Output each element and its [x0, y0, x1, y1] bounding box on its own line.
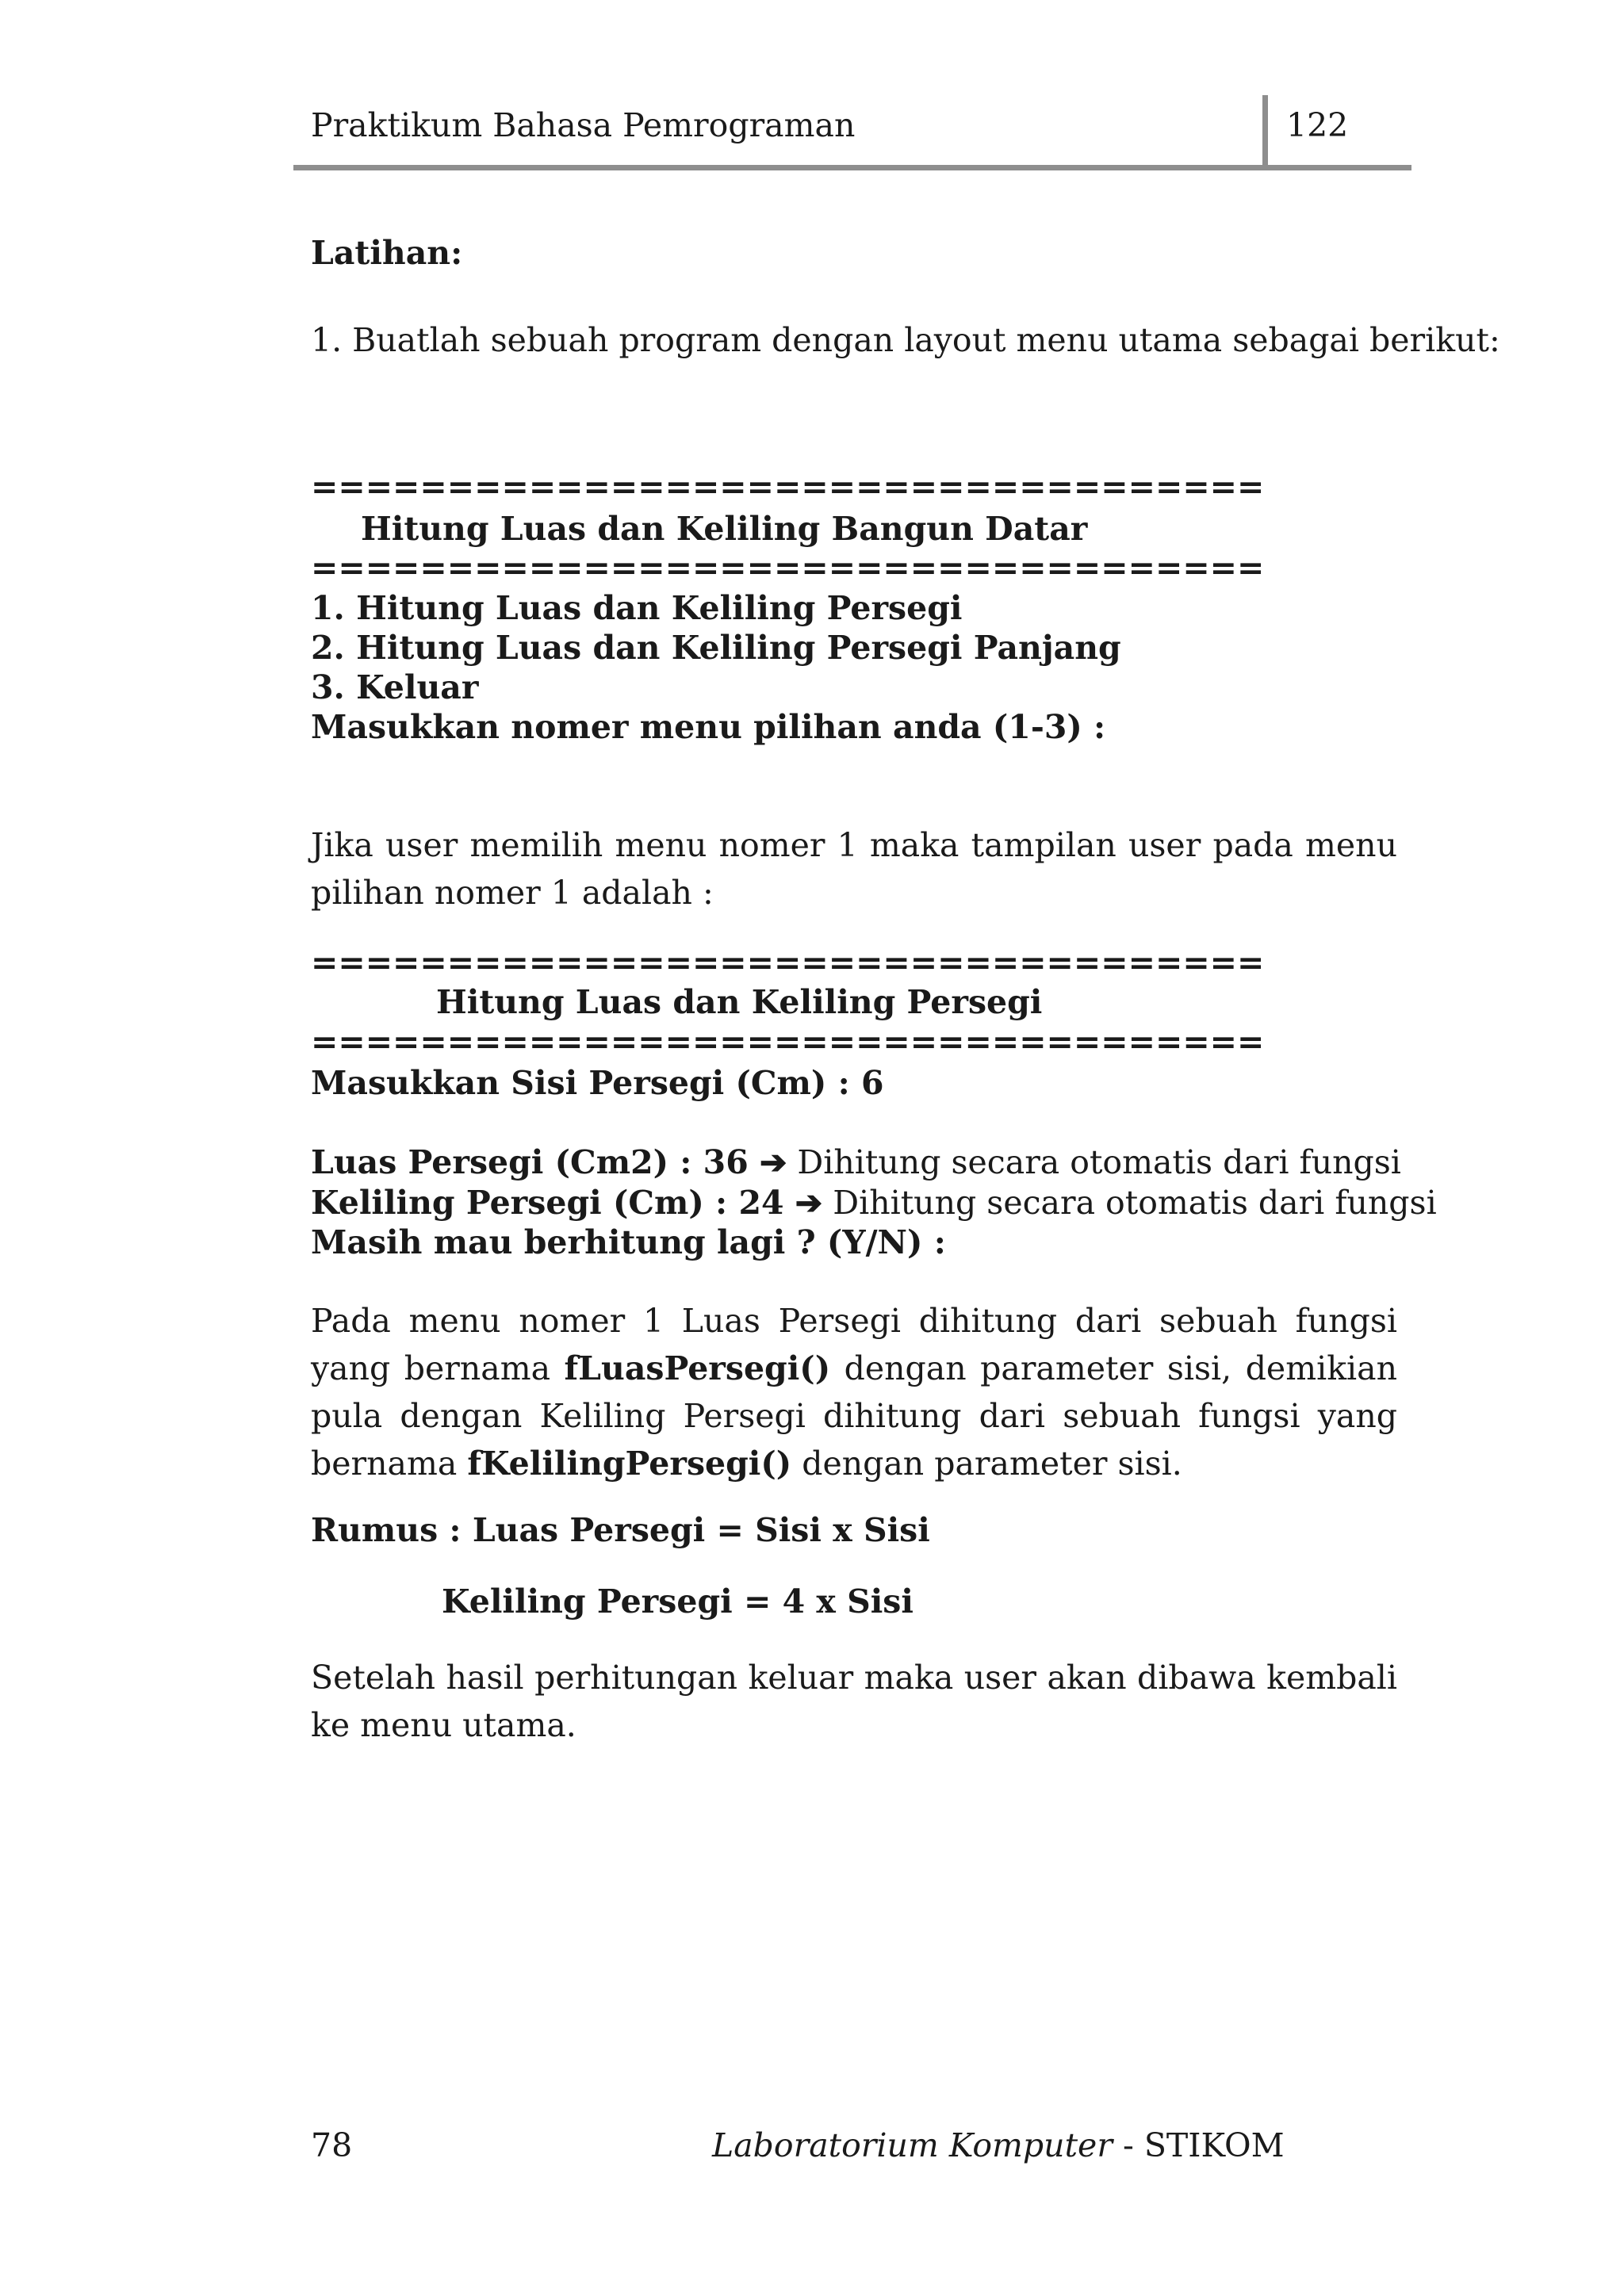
choice-intro: Jika user memilih menu nomer 1 maka tampilan user pada menu pilihan nomer 1 adalah :	[311, 826, 1397, 912]
menu-separator-bottom: ===================================	[311, 549, 1265, 587]
function-name-keliling: fKelilingPersegi()	[467, 1445, 792, 1483]
header-page-number: 122	[1286, 106, 1349, 144]
formula-luas: Rumus : Luas Persegi = Sisi x Sisi	[311, 1511, 930, 1549]
menu-separator-top: ===================================	[311, 468, 1265, 506]
header-title: Praktikum Bahasa Pemrograman	[311, 106, 856, 144]
function-name-luas: fLuasPersegi()	[564, 1349, 831, 1387]
arrow-icon: ➔	[795, 1184, 823, 1222]
menu-item: 2. Hitung Luas dan Keliling Persegi Panjang	[311, 629, 1121, 667]
keliling-row	[311, 1184, 1437, 1222]
keliling-result: Keliling Persegi (Cm) : 24	[311, 1184, 795, 1222]
again-prompt: Masih mau berhitung lagi ? (Y/N) :	[311, 1223, 946, 1261]
explanation-text: dengan parameter sisi.	[791, 1445, 1182, 1483]
footer-lab-name: Laboratorium Komputer	[712, 2126, 1113, 2164]
luas-result: Luas Persegi (Cm2) : 36	[311, 1143, 760, 1181]
submenu-title: Hitung Luas dan Keliling Persegi	[436, 983, 1043, 1021]
explanation-text: dengan parameter sisi, demikian pula dengan Keliling Persegi dihitung dari sebuah fungsi yang bernama	[311, 1349, 1397, 1483]
menu-item: 3. Keluar	[311, 668, 479, 706]
submenu-input-line: Masukkan Sisi Persegi (Cm) : 6	[311, 1064, 884, 1102]
explanation-text: Pada menu nomer 1 Luas Persegi dihitung dari sebuah fungsi yang bernama	[311, 1302, 1397, 1387]
menu-item: 1. Hitung Luas dan Keliling Persegi	[311, 589, 963, 627]
task-intro: 1. Buatlah sebuah program dengan layout menu utama sebagai berikut:	[311, 321, 1500, 359]
luas-row	[311, 1143, 1401, 1181]
submenu-separator-top: ===================================	[311, 943, 1265, 982]
luas-note: Dihitung secara otomatis dari fungsi	[787, 1143, 1401, 1181]
header-divider	[1262, 95, 1268, 166]
explanation-paragraph	[311, 1297, 1397, 1487]
submenu-separator-bottom: ===================================	[311, 1023, 1265, 1061]
section-title: Latihan:	[311, 234, 463, 272]
footer-credit	[712, 2126, 1285, 2164]
formula-keliling: Keliling Persegi = 4 x Sisi	[442, 1582, 914, 1621]
menu-prompt: Masukkan nomer menu pilihan anda (1-3) :	[311, 708, 1106, 746]
footer-page-number: 78	[311, 2126, 353, 2164]
keliling-note: Dihitung secara otomatis dari fungsi	[833, 1184, 1437, 1222]
header-rule	[293, 165, 1411, 170]
closing-paragraph: Setelah hasil perhitungan keluar maka user akan dibawa kembali ke menu utama.	[311, 1659, 1397, 1744]
footer-org: - STIKOM	[1112, 2126, 1285, 2164]
menu-title: Hitung Luas dan Keliling Bangun Datar	[361, 510, 1088, 548]
arrow-icon: ➔	[760, 1143, 787, 1181]
